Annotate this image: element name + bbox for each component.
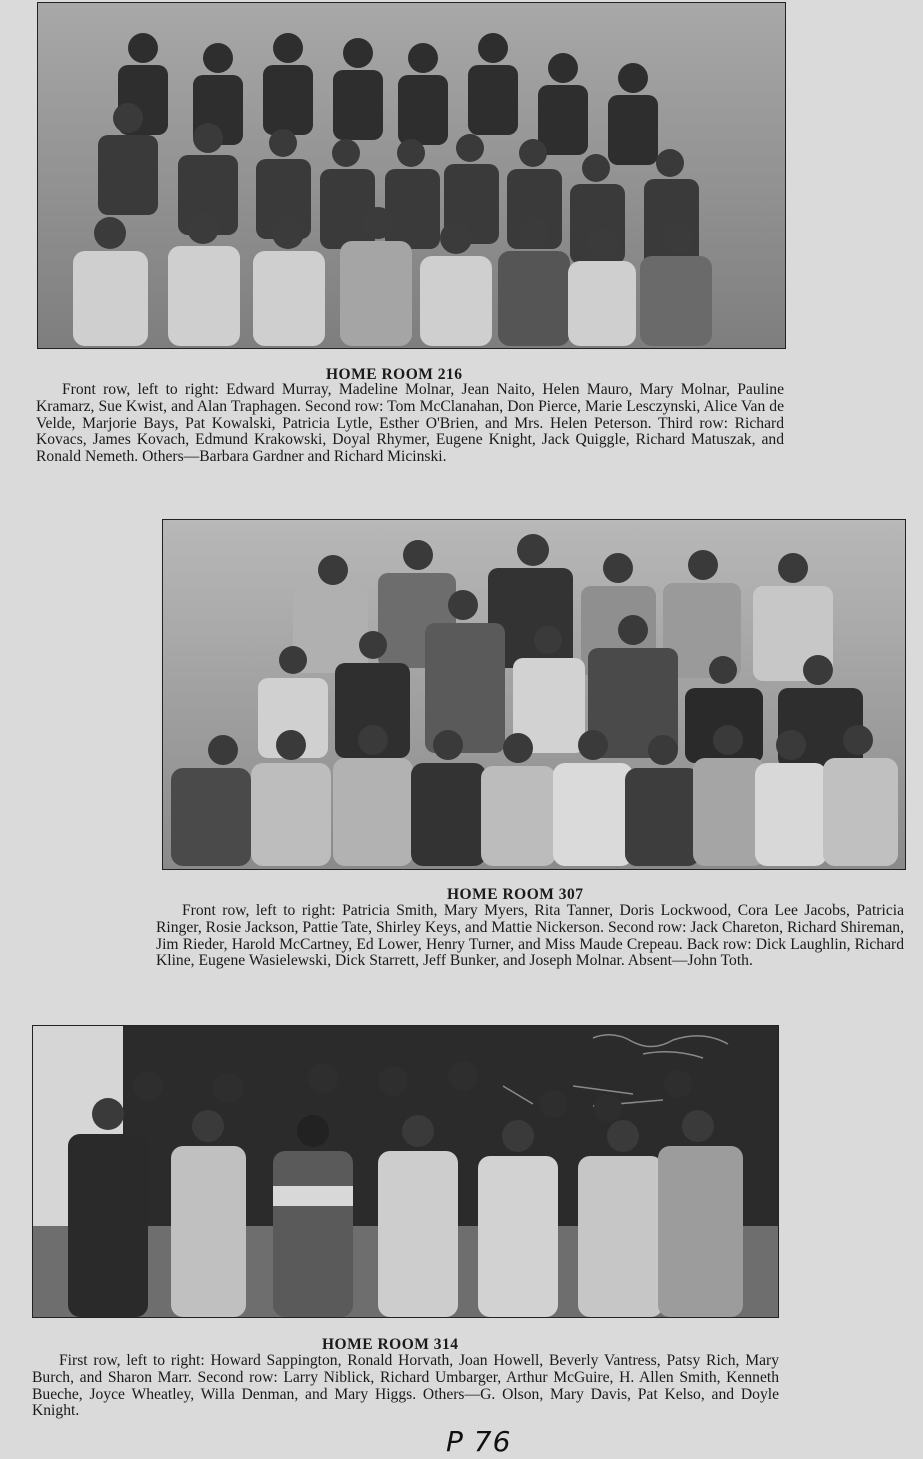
section-caption: Front row, left to right: Patricia Smith, Mary Myers, Rita Tanner, Doris Lockwood, Cora Lee Jacobs, Patricia Ringer, Rosie Jackson, Pattie Tate, Shirley Keys, and Mattie Nickerson. Second row: Jack Chareton, Richard Shireman, Jim Rieder, Harold McCartney, Ed Lower, Henry Turner, and Miss Maude Crepeau. Back row: Dick Laughlin, Richard Kline, Eugene Wasielewski, Dick Starrett, Jeff Bunker, and Joseph Molnar. Absent—John Toth.: [156, 902, 904, 970]
group-photo-home-room-314: [32, 1025, 779, 1318]
group-photo-home-room-216: [37, 2, 786, 349]
section-caption: First row, left to right: Howard Sappington, Ronald Horvath, Joan Howell, Beverly Vantress, Patsy Rich, Mary Burch, and Sharon Marr. Second row: Larry Niblick, Richard Umbarger, Arthur McGuire, H. Allen Smith, Kenneth Bueche, Joyce Wheatley, Willa Denman, and Mary Higgs. Others—G. Olson, Mary Davis, Pat Kelso, and Doyle Knight.: [32, 1352, 779, 1420]
section-title: HOME ROOM 314: [322, 1336, 459, 1353]
page-number-handwritten: P 76: [446, 1425, 512, 1458]
section-title: HOME ROOM 307: [447, 886, 584, 903]
section-caption: Front row, left to right: Edward Murray, Madeline Molnar, Jean Naito, Helen Mauro, Mary Molnar, Pauline Kramarz, Sue Kwist, and Alan Traphagen. Second row: Tom McClanahan, Don Pierce, Marie Lesczynski, Alice Van de Velde, Marjorie Bays, Pat Kowalski, Patricia Lytle, Esther O'Brien, and Mrs. Helen Peterson. Third row: Richard Kovacs, James Kovach, Edmund Krakowski, Doyal Rhymer, Eugene Knight, Jack Quiggle, Richard Matuszak, and Ronald Nemeth. Others—Barbara Gardner and Richard Micinski.: [36, 381, 784, 466]
section-title: HOME ROOM 216: [326, 366, 463, 383]
group-photo-home-room-307: [162, 519, 906, 870]
